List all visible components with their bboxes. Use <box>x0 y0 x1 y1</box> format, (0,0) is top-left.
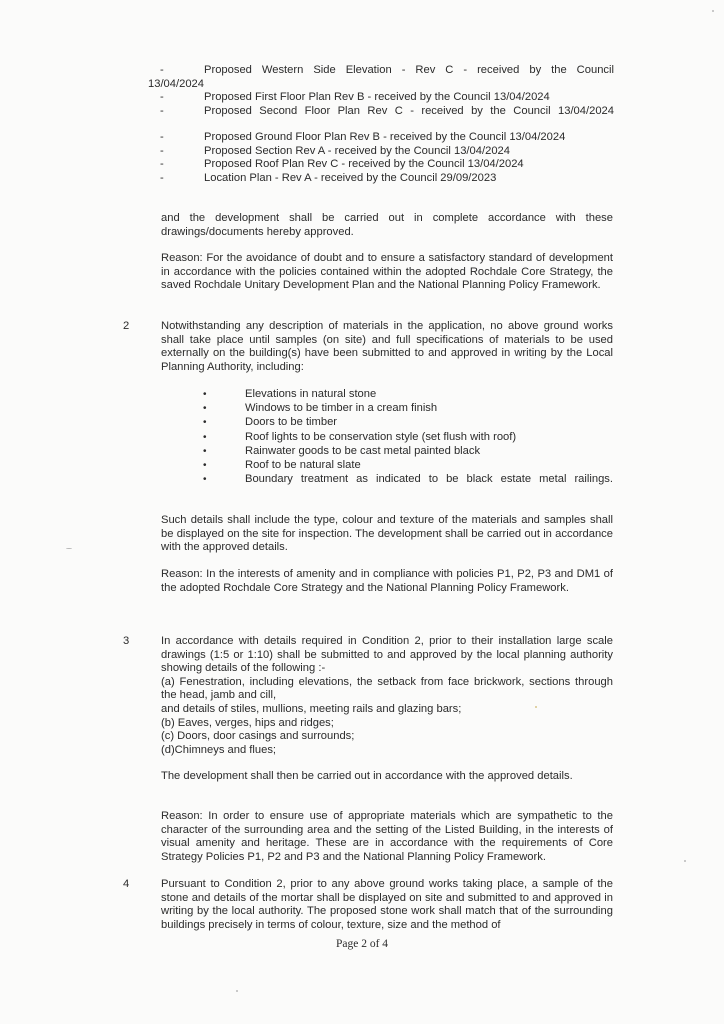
page-number: Page 2 of 4 <box>335 938 389 950</box>
item-c: (c) Doors, door casings and surrounds; <box>161 730 355 743</box>
plan-item-second-floor <box>160 105 614 119</box>
condition-1-accordance <box>161 212 613 239</box>
list-item <box>203 402 613 416</box>
paragraph-text: Reason: For the avoidance of doubt and to ensure a satisfactory standard of development in accordance with the policies contained within the adopted Rochdale Core Strategy, the saved Rochdale Unitary Development Plan and the National Planning Policy Framework. <box>161 252 613 292</box>
bullet-dot: • <box>203 474 207 486</box>
condition-number: 4 <box>123 878 130 890</box>
plan-item-text: Proposed Second Floor Plan Rev C - received by the Council 13/04/2024 <box>204 105 614 117</box>
list-item-text: Doors to be timber <box>245 416 338 429</box>
plan-item-ground-floor <box>160 131 614 145</box>
dash-bullet: - <box>160 145 164 157</box>
condition-3-reason <box>161 810 613 864</box>
condition-number: 3 <box>123 635 130 647</box>
bullet-dot: • <box>203 445 207 457</box>
plan-item-roof <box>160 158 614 172</box>
condition-4-text <box>161 878 613 932</box>
plan-item-text: Location Plan - Rev A - received by the Council 29/09/2023 <box>204 172 497 184</box>
bullet-dot: • <box>203 431 207 443</box>
condition-2-intro <box>161 320 613 374</box>
paragraph-text: In accordance with details required in Condition 2, prior to their installation large scale drawings (1:5 or 1:10) shall be submitted to and approved by the local planning authority showing details of the following :- <box>161 635 613 675</box>
scan-speck <box>712 10 714 12</box>
paragraph-text: Notwithstanding any description of materials in the application, no above ground works shall take place until samples (on site) and full specifications of materials to be used externally on the building(s) have been submitted to and approved in writing by the Local Planning Authority, including: <box>161 320 613 373</box>
dash-bullet: - <box>160 105 164 117</box>
dash-bullet: - <box>160 64 164 76</box>
dash-bullet: - <box>160 91 164 103</box>
plan-item-text: Proposed Section Rev A - received by the Council 13/04/2024 <box>204 145 510 157</box>
plan-item-text-continued: 13/04/2024 <box>148 77 204 90</box>
dash-bullet: - <box>160 158 164 170</box>
paragraph-text: Pursuant to Condition 2, prior to any above ground works taking place, a sample of the stone and details of the mortar shall be displayed on site and submitted to and approved in writing by the local authority. The proposed stone work shall match that of the surrounding buildings precisely in terms of colour, texture, size and the method of <box>161 878 613 931</box>
bullet-dot: • <box>203 403 207 415</box>
plan-item-text: Proposed Roof Plan Rev C - received by the Council 13/04/2024 <box>204 158 524 170</box>
plan-item-location <box>160 172 614 186</box>
list-item <box>203 459 613 473</box>
list-item-text: Boundary treatment as indicated to be black estate metal railings. <box>245 473 613 486</box>
bullet-dot: • <box>203 389 207 400</box>
condition-3-then <box>161 770 613 784</box>
bullet-dot: • <box>203 417 207 429</box>
condition-2-reason <box>161 568 613 595</box>
dash-bullet: - <box>160 172 164 184</box>
materials-list <box>203 388 613 487</box>
condition-number: 2 <box>123 320 130 332</box>
list-item-text: Rainwater goods to be cast metal painted black <box>245 444 481 457</box>
plan-item-text: Proposed First Floor Plan Rev B - received by the Council 13/04/2024 <box>204 91 550 103</box>
plan-item-text: Proposed Ground Floor Plan Rev B - received by the Council 13/04/2024 <box>204 131 566 143</box>
list-item <box>203 431 613 445</box>
item-a-continued: and details of stiles, mullions, meeting rails and glazing bars; <box>161 702 462 715</box>
list-item-text: Windows to be timber in a cream finish <box>245 402 438 415</box>
condition-1-reason <box>161 252 613 293</box>
bullet-dot: • <box>203 459 207 471</box>
list-item <box>203 388 613 402</box>
list-item <box>203 445 613 459</box>
paragraph-text: The development shall then be carried out in accordance with the approved details. <box>161 770 573 782</box>
list-item-text: Roof to be natural slate <box>245 458 361 471</box>
item-b: (b) Eaves, verges, hips and ridges; <box>161 716 334 729</box>
paragraph-text: Such details shall include the type, colour and texture of the materials and samples shall be displayed on the site for inspection. The development shall be carried out in accordance with the approved details. <box>161 514 613 554</box>
scan-speck <box>535 706 537 708</box>
condition-2-details <box>161 514 613 555</box>
dash-bullet: - <box>160 131 164 143</box>
plan-item-first-floor <box>160 91 614 105</box>
paragraph-text: and the development shall be carried out in complete accordance with these drawings/documents hereby approved. <box>161 212 613 238</box>
scan-speck <box>66 548 72 549</box>
plan-item-section <box>160 145 614 159</box>
item-d: (d)Chimneys and flues; <box>161 743 277 756</box>
scan-speck <box>684 860 686 862</box>
condition-3-intro <box>161 635 613 757</box>
plan-item-text: Proposed Western Side Elevation - Rev C - received by the Council <box>204 64 614 76</box>
paragraph-text: Reason: In the interests of amenity and in compliance with policies P1, P2, P3 and DM1 of the adopted Rochdale Core Strategy and the National Planning Policy Framework. <box>161 568 613 594</box>
list-item <box>203 416 613 430</box>
list-item-text: Elevations in natural stone <box>245 388 377 400</box>
paragraph-text: Reason: In order to ensure use of appropriate materials which are sympathetic to the character of the surrounding area and the setting of the Listed Building, in the interests of visual amenity and heritage. These are in accordance with the requirements of Core Strategy Policies P1, P2 and P3 and the National Planning Policy Framework. <box>161 810 613 863</box>
list-item-text: Roof lights to be conservation style (set flush with roof) <box>245 430 517 443</box>
scan-speck <box>236 990 238 992</box>
list-item <box>203 473 613 487</box>
plan-item-western-elevation <box>148 64 614 91</box>
item-a: (a) Fenestration, including elevations, the setback from face brickwork, sections through the head, jamb and cill, <box>161 675 613 702</box>
